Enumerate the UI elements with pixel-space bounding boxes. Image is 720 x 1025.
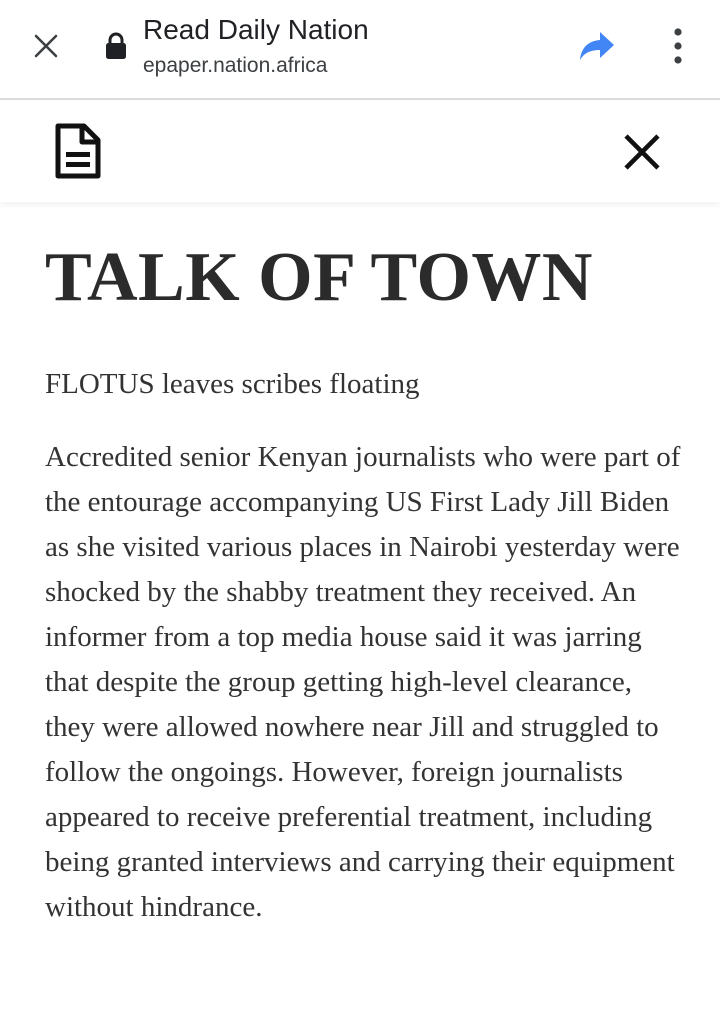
document-icon: [52, 122, 104, 180]
article-subheadline: FLOTUS leaves scribes floating: [45, 368, 420, 400]
share-button[interactable]: [578, 28, 616, 64]
close-reader-button[interactable]: [618, 128, 666, 176]
article-body: Accredited senior Kenyan journalists who were part of the entourage accompanying US First Lady Jill Biden as she visited various places in Nairobi yesterday were shocked by the shabby treatment they received. An informer from a top media house said it was jarring that despite the group getting high-level clearance, they were allowed nowhere near Jill and struggled to follow the ongoings. However, foreign journalists appeared to receive preferential treatment, including being granted interviews and carrying their equipment without hindrance.: [45, 441, 681, 923]
article: [45, 204, 685, 930]
more-menu-button[interactable]: [660, 26, 696, 66]
page-url[interactable]: epaper.nation.africa: [143, 54, 328, 77]
lock-icon[interactable]: [104, 32, 128, 60]
article-headline: TALK OF TOWN: [45, 239, 593, 316]
browser-toolbar: [0, 0, 720, 100]
more-vert-icon: [660, 26, 696, 66]
close-icon: [33, 33, 59, 59]
reader-mode-bar: [0, 100, 720, 202]
document-button[interactable]: [52, 122, 104, 180]
page-title: Read Daily Nation: [143, 14, 369, 45]
share-icon: [578, 28, 616, 64]
close-tab-button[interactable]: [28, 28, 64, 64]
close-icon: [618, 128, 666, 176]
